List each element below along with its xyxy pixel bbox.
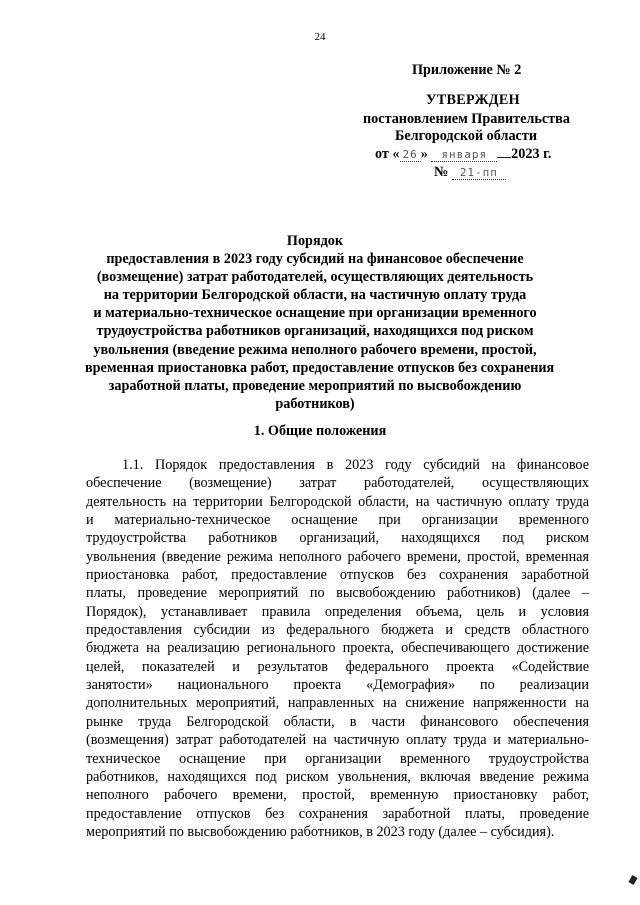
body-line: и материально-техническое оснащение при организации временного <box>86 512 589 529</box>
date-mid: » <box>420 146 428 162</box>
body-line: приостановка работ, предоставление отпусков без сохранения заработной <box>86 567 589 584</box>
body-line: дополнительных мероприятий, направленных на снижение напряженности на <box>86 695 589 712</box>
body-line: увольнения (введение режима неполного рабочего времени, простой, временная <box>86 548 589 565</box>
body-line: трудоустройства работников организаций, находящихся под риском <box>86 530 589 547</box>
body-line: деятельность на территории Белгородской области, на частичную оплату труда <box>86 493 589 510</box>
body-line: бюджета на реализацию регионального проекта, обеспечивающего достижение <box>86 640 589 657</box>
body-line: платы, проведение мероприятий по высвобождению работников) (далее – <box>86 585 589 602</box>
body-line: целей, показателей и результатов федерального проекта «Содействие <box>86 658 589 675</box>
body-line: техническое оснащение при организации временного трудоустройства <box>86 750 589 767</box>
region-line: Белгородской области <box>395 128 537 144</box>
date-day: 26 <box>400 148 421 162</box>
body-line: 1.1. Порядок предоставления в 2023 году субсидий на финансовое <box>122 457 589 473</box>
title-line: Порядок <box>286 233 344 249</box>
scan-artifact-mark <box>628 875 637 885</box>
page-number: 24 <box>314 31 326 43</box>
body-line: работников, находящихся под риском увольнения, включая введение режима <box>86 768 589 785</box>
number-prefix: № <box>434 164 449 180</box>
approval-number-line <box>434 163 506 181</box>
body-line: мероприятий по высвобождению работников, в 2023 году (далее – субсидия). <box>86 823 555 840</box>
body-line: рынке труда Белгородской области, в части финансового обеспечения <box>86 713 589 730</box>
body-line: (возмещения) затрат работодателей на частичную оплату труда и материально- <box>86 732 589 749</box>
title-line: работников) <box>275 395 355 412</box>
title-line: на территории Белгородской области, на частичную оплату труда <box>103 287 527 304</box>
body-line: предоставления субсидии из федерального бюджета и средств областного <box>86 622 589 639</box>
body-line: неполного рабочего времени, простой, временную приостановку работ, <box>86 787 589 804</box>
body-line: Порядок), устанавливает правила определения объема, цель и условия <box>86 603 589 620</box>
date-blank <box>497 157 511 158</box>
title-line: заработной платы, проведение мероприятий по высвобождению <box>108 377 522 394</box>
body-paragraph <box>86 456 589 841</box>
appendix-label: Приложение № 2 <box>412 62 522 78</box>
approved-by-line: постановлением Правительства <box>363 111 570 127</box>
approval-date-line <box>375 145 551 163</box>
date-prefix: от « <box>375 146 400 162</box>
title-line: увольнения (введение режима неполного рабочего времени, простой, <box>93 341 537 358</box>
body-line: предоставление отпусков без сохранения заработной платы, проведение <box>86 805 589 822</box>
title-line: предоставления в 2023 году субсидий на финансовое обеспечение <box>106 251 524 268</box>
title-line: временная приостановка работ, предоставление отпусков без сохранения <box>85 359 555 376</box>
date-year: 2023 г. <box>511 146 552 162</box>
section-heading: 1. Общие положения <box>253 423 387 439</box>
date-month: января <box>431 148 497 162</box>
title-line: и материально-техническое оснащение при организации временного <box>93 305 537 322</box>
approved-label: УТВЕРЖДЕН <box>426 92 520 108</box>
title-line: (возмещение) затрат работодателей, осуществляющих деятельность <box>96 269 534 286</box>
number-value: 21-пп <box>452 166 506 180</box>
document-title <box>85 232 555 413</box>
body-line: обеспечение (возмещение) затрат работодателей, осуществляющих <box>86 475 589 492</box>
body-line: занятости» национального проекта «Демография» по реализации <box>86 677 589 694</box>
title-line: трудоустройства работников организаций, находящихся под риском <box>96 323 534 340</box>
